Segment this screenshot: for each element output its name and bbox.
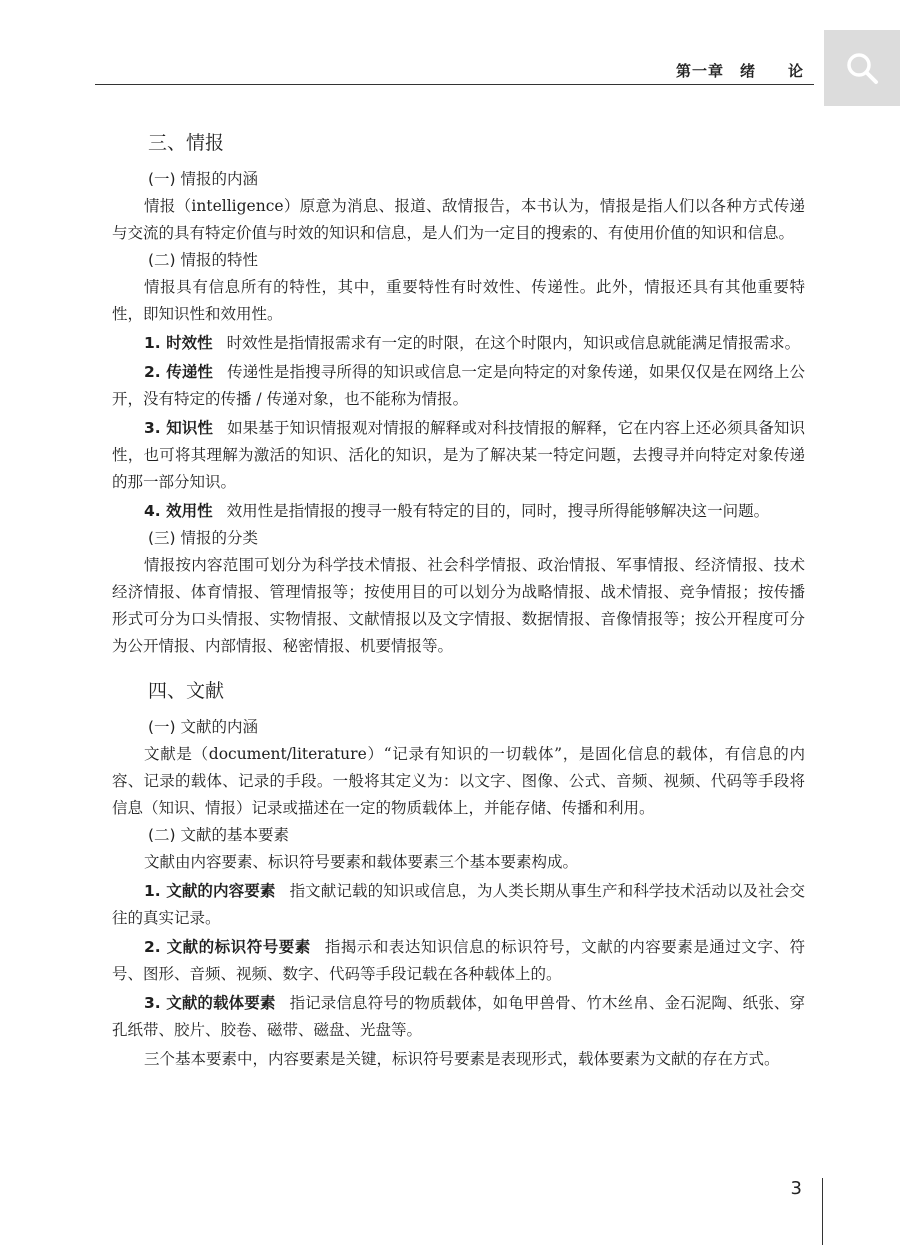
item-text: 如果基于知识情报观对情报的解释或对科技情报的解释，它在内容上还必须具备知识性，也可将其理解为激活的知识、活化的知识，是为了解决某一特定问题，去搜寻并向特定对象传递的那一部分知识。 — [112, 419, 805, 491]
paragraph: 文献由内容要素、标识符号要素和载体要素三个基本要素构成。 — [144, 853, 579, 871]
item-title: 1. 时效性 — [144, 334, 213, 352]
item-text: 指揭示和表达知识信息的标识符号，文献的内容要素是通过文字、符号、图形、音频、视频、数字、代码等手段记载在各种载体上的。 — [112, 938, 805, 983]
paragraph: 文献是（document/literature）“记录有知识的一切载体”，是固化信息的载体，有信息的内容、记录的载体、记录的手段。一般将其定义为：以文字、图像、公式、音频、视频、代码等手段将信息（知识、情报）记录或描述在一定的物质载体上，并能存储、传播和利用。 — [112, 745, 805, 817]
paragraph: 情报按内容范围可划分为科学技术情报、社会科学情报、政治情报、军事情报、经济情报、技术经济情报、体育情报、管理情报等；按使用目的可以划分为战略情报、战术情报、竞争情报；按传播形式可分为口头情报、实物情报、文献情报以及文字情报、数据情报、音像情报等；按公开程度可分为公开情报、内部情报、秘密情报、机要情报等。 — [112, 556, 805, 655]
subheading-literature-elements: (二) 文献的基本要素 — [148, 826, 290, 844]
item-text: 传递性是指搜寻所得的知识或信息一定是向特定的对象传递，如果仅仅是在网络上公开，没有特定的传播 / 传递对象，也不能称为情报。 — [112, 363, 805, 408]
chapter-header: 第一章 绪 论 — [675, 62, 804, 80]
list-item — [112, 330, 805, 357]
item-title: 4. 效用性 — [144, 502, 213, 520]
list-item — [112, 934, 805, 988]
list-item — [112, 498, 805, 525]
list-item — [112, 990, 805, 1044]
subheading-intelligence-traits: (二) 情报的特性 — [148, 251, 259, 269]
item-text: 指文献记载的知识或信息，为人类长期从事生产和科学技术活动以及社会交往的真实记录。 — [112, 882, 805, 927]
item-title: 1. 文献的内容要素 — [144, 882, 276, 900]
section-heading-literature: 四、文献 — [148, 680, 225, 702]
subheading-intelligence-meaning: (一) 情报的内涵 — [148, 170, 259, 188]
list-item — [112, 415, 805, 496]
section-heading-intelligence: 三、情报 — [148, 132, 225, 154]
item-text: 时效性是指情报需求有一定的时限，在这个时限内，知识或信息就能满足情报需求。 — [226, 334, 801, 352]
item-title: 3. 文献的载体要素 — [144, 994, 276, 1012]
subheading-intelligence-classification: (三) 情报的分类 — [148, 529, 259, 547]
item-title: 3. 知识性 — [144, 419, 214, 437]
paragraph: 情报（intelligence）原意为消息、报道、敌情报告，本书认为，情报是指人们以各种方式传递与交流的具有特定价值与时效的知识和信息，是人们为一定目的搜索的、有使用价值的知识和信息。 — [112, 197, 805, 242]
list-item — [112, 878, 805, 932]
item-text: 指记录信息符号的物质载体，如龟甲兽骨、竹木丝帛、金石泥陶、纸张、穿孔纸带、胶片、胶卷、磁带、磁盘、光盘等。 — [112, 994, 805, 1039]
search-icon — [845, 51, 879, 85]
page-number: 3 — [790, 1178, 802, 1199]
header-divider — [95, 84, 814, 85]
footer-divider — [822, 1178, 823, 1245]
paragraph: 情报具有信息所有的特性，其中，重要特性有时效性、传递性。此外，情报还具有其他重要特性，即知识性和效用性。 — [112, 278, 805, 323]
paragraph: 三个基本要素中，内容要素是关键，标识符号要素是表现形式，载体要素为文献的存在方式。 — [144, 1050, 780, 1068]
page-body — [112, 126, 805, 1073]
item-text: 效用性是指情报的搜寻一般有特定的目的，同时，搜寻所得能够解决这一问题。 — [226, 502, 770, 520]
subheading-literature-meaning: (一) 文献的内涵 — [148, 718, 259, 736]
item-title: 2. 文献的标识符号要素 — [144, 938, 311, 956]
search-button[interactable] — [824, 30, 900, 106]
list-item — [112, 359, 805, 413]
item-title: 2. 传递性 — [144, 363, 214, 381]
